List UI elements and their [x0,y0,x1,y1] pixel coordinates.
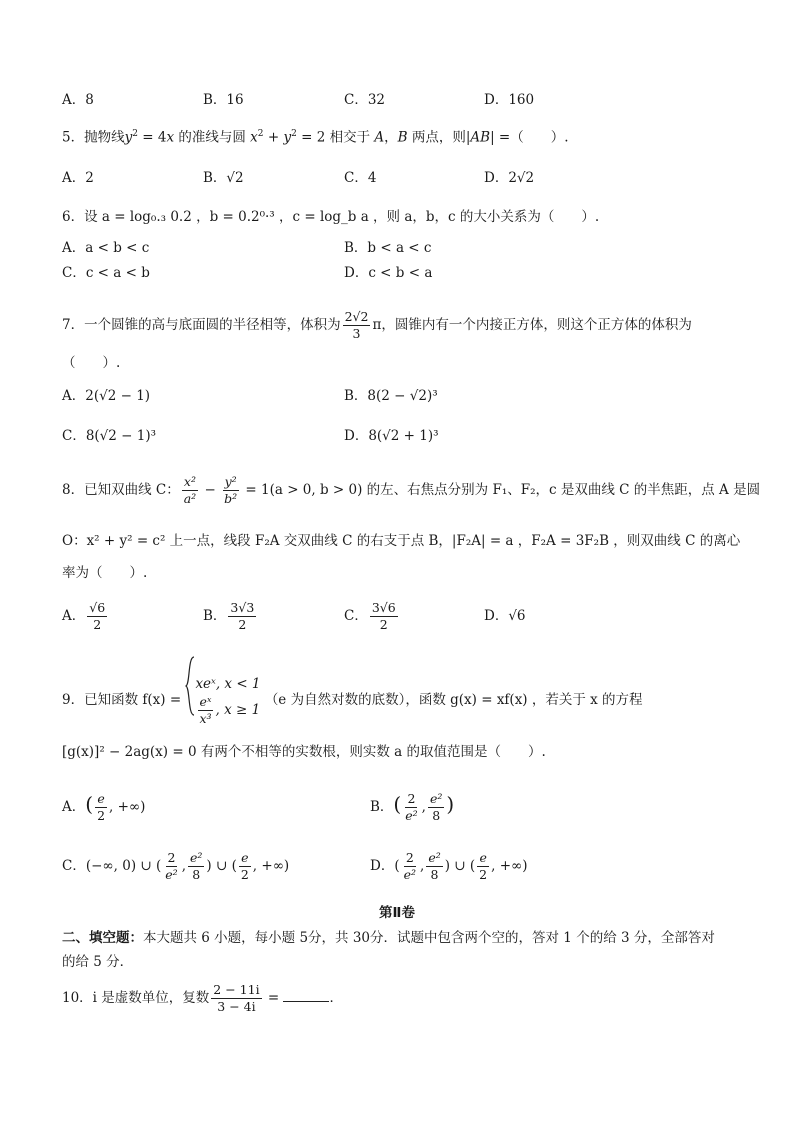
q6-stem: 6．设 a = log₀.₃ 0.2 ，b = 0.2⁰·³ ，c = log_b a ，则 a，b，c 的大小关系为（ ）. [62,209,600,225]
q10-stem [62,980,343,1016]
q9-frac-den: 8 [430,867,439,882]
q8-frac-den: a² [183,491,197,506]
q9-paren: ( [85,792,94,816]
q5-abs: |AB| [465,129,495,146]
q5-var: x [166,129,175,146]
q9-union: ) ∪ ( [206,858,237,874]
q10-frac [211,982,261,1015]
q9-frac-den: e² [405,808,418,823]
q10-frac-num: 2 − 11i [213,982,260,997]
q5-option-d: D．2√2 [484,170,535,186]
q9-frac [163,850,179,883]
q6-option-a: A．a < b < c [62,240,150,256]
q9-option-text: D．( [370,858,400,874]
q9-frac [239,850,251,883]
q5-stem: 5．抛物线$y^2 = 4x$ 的准线与圆 $x^2 + y^2 = 2$ 相交于 A，B 两点，则|AB| =（ ）. [62,129,569,146]
q5-var: y [124,129,133,146]
q9-frac-num: 2 [407,791,416,806]
q7-answer-slot: （ ）. [62,355,121,371]
q8-frac-num: x² [183,474,196,489]
q8-stem-line3: 率为（ ）. [62,565,148,581]
q8-op: − [200,482,221,498]
q5-number: 5．抛物线 [62,129,125,146]
q8-frac-num: √6 [89,600,106,615]
q7-volume-fraction [343,309,371,342]
q9-frac-den: 8 [192,867,201,882]
section-description [62,928,715,948]
q10-eq: = [263,990,284,1006]
q6-option-d: D．c < b < a [344,265,433,281]
q9-piecewise [185,656,260,745]
q10-frac-den: 3 − 4i [217,999,256,1014]
q9-frac [428,791,444,824]
q9-frac-num: 2 [167,850,176,865]
q8-stem-line1 [62,473,760,507]
q8-option-b-frac [228,600,256,633]
q8-frac-num: 3√3 [230,600,255,615]
q9-frac-den: 2 [240,867,249,882]
q7-frac-den: 3 [352,326,361,341]
q5-eq: = 4 [137,129,167,146]
q9-frac-num: e² [429,791,443,806]
q7-option-c: C．8(√2 − 1)³ [62,428,157,444]
q9-frac-den: 2 [479,867,488,882]
q9-interval-end: , +∞) [252,858,290,874]
q9-case2-cond: , x ≥ 1 [215,702,261,718]
q8-option-a-frac [87,600,107,633]
q9-interval-end: , +∞) [109,799,146,815]
q9-frac-num: e [479,850,487,865]
q9-frac-den: 8 [432,808,441,823]
q9-frac [403,791,419,824]
q5-sep: ， [384,129,398,146]
q5-option-a: A．2 [62,170,94,186]
q9-frac [188,850,204,883]
q9-frac-num: e² [428,850,441,865]
q9-frac-den: e² [165,867,178,882]
q8-stem-line2: O：x² + y² = c² 上一点，线段 F₂A 交双曲线 C 的右支于点 B，|F₂A| = a ，F₂A = 3F₂B ，则双曲线 C 的离心 [62,533,741,549]
q10-end: ． [329,990,343,1006]
q5-option-c: C．4 [344,170,377,186]
section-heading: 二、填空题： [62,930,143,946]
q7-stem [62,308,692,342]
q8-text: = 1(a > 0, b > 0) 的左、右焦点分别为 F₁、F₂，c 是双曲线 C 的半焦距，点 A 是圆 [241,482,761,498]
q9-frac [477,850,489,883]
q4-option-b: B．16 [203,92,244,108]
q9-frac-den: e² [403,867,417,882]
q7-option-a: A．2(√2 − 1) [62,388,151,404]
q9-option-label: A． [62,799,86,815]
q8-text: 8．已知双曲线 C： [62,482,180,498]
q7-option-b: B．8(2 − √2)³ [344,388,438,404]
q5-var: x [250,129,258,146]
q5-option-b: B．√2 [203,170,244,186]
q9-frac-den: x³ [199,711,212,726]
q5-var: y [283,129,292,146]
q5-op: + [263,129,284,146]
q9-option-text: C．(−∞, 0) ∪ ( [62,858,162,874]
q8-frac-x [182,474,198,507]
q8-frac-num: 3√6 [371,600,396,615]
q5-var: A [374,129,385,146]
q8-frac-num: y² [224,474,237,489]
q9-text: （e 为自然对数的底数），函数 g(x) = xf(x) ，若关于 x 的方程 [264,692,643,708]
q9-frac [426,850,442,883]
q7-frac-num: 2√2 [344,309,369,324]
section-desc-text: 本大题共 6 小题，每小题 5分，共 30分．试题中包含两个空的，答对 1 个的给 3 分，全部答对 [143,930,715,946]
q7-text: 7．一个圆锥的高与底面圆的半径相等，体积为 [62,317,341,333]
q8-option-label: A． [62,608,86,624]
q9-frac-num: e [241,850,249,865]
q9-option-b: B．( $\frac{2}{\text{e²}}$ , $\frac{\text{e²}}{8}$ ) [370,791,455,823]
q8-option-c-frac [370,600,398,633]
q8-frac-den: 2 [93,617,102,632]
q9-union: ) ∪ ( [444,858,476,874]
q5-text: = 2 相交于 [296,129,375,146]
q6-option-c: C．c < a < b [62,265,150,281]
q10-text: 10．i 是虚数单位，复数 [62,990,210,1006]
q8-frac-y [222,474,239,507]
q9-frac [95,791,107,824]
q8-option-label: C． [344,608,368,624]
q4-option-d: D．160 [484,92,535,108]
q9-case2-frac [197,694,213,727]
q9-option-c: C．(−∞, 0) ∪ ( $\frac{2}{\text{e²}}$ , $\frac{\text{e²}}{8}$ ) ∪ ( $\frac{e}{2}$ , +∞) [62,850,290,882]
q9-frac-num: eˣ [199,694,212,709]
q9-text: 9．已知函数 f(x) = [62,692,182,708]
q8-option-b [203,598,258,634]
q9-option-d: D．( $\frac{2}{\text{e²}}$ , $\frac{\text{e²}}{8}$ ) ∪ ( $\frac{e}{2}$ , +∞) [370,850,528,882]
q9-case1: xeˣ, x < 1 [195,676,261,692]
q8-frac-den: 2 [238,617,247,632]
q8-option-label: B． [203,608,227,624]
q9-option-a [62,784,145,827]
q9-frac [402,850,418,883]
q9-stem-line2: [g(x)]² − 2ag(x) = 0 有两个不相等的实数根，则实数 a 的取值范围是（ ）. [62,744,546,760]
q9-interval-end: , +∞) [491,858,528,874]
q5-text: 两点，则 [407,129,466,146]
q9-stem-line1 [62,656,643,745]
q4-option-a: A．8 [62,92,94,108]
section-description-cont: 的给 5 分． [62,954,134,970]
section-title: 第Ⅱ卷 [379,905,415,921]
q8-frac-den: 2 [379,617,388,632]
q5-answer-slot: =（ ）. [494,129,569,146]
left-brace-icon [185,656,195,745]
q4-option-c: C．32 [344,92,386,108]
q6-option-b: B．b < a < c [344,240,432,256]
q8-frac-den: b² [224,491,238,506]
q9-frac-num: e [97,791,105,806]
q9-frac-num: e² [189,850,203,865]
q5-text: 的准线与圆 [174,129,251,146]
q8-option-c [344,598,400,634]
q9-option-label: B． [370,799,394,815]
q9-paren: ) [446,792,455,816]
q7-text: π，圆锥内有一个内接正方体，则这个正方体的体积为 [372,317,692,333]
q9-frac-num: 2 [405,850,414,865]
q9-paren: ( [393,792,402,816]
q7-option-d: D．8(√2 + 1)³ [344,428,439,444]
q9-frac-den: 2 [97,808,106,823]
q10-answer-blank[interactable] [283,987,329,1002]
q8-option-d: D．√6 [484,608,526,624]
q5-var: B [397,129,408,146]
q8-option-a [62,598,109,634]
